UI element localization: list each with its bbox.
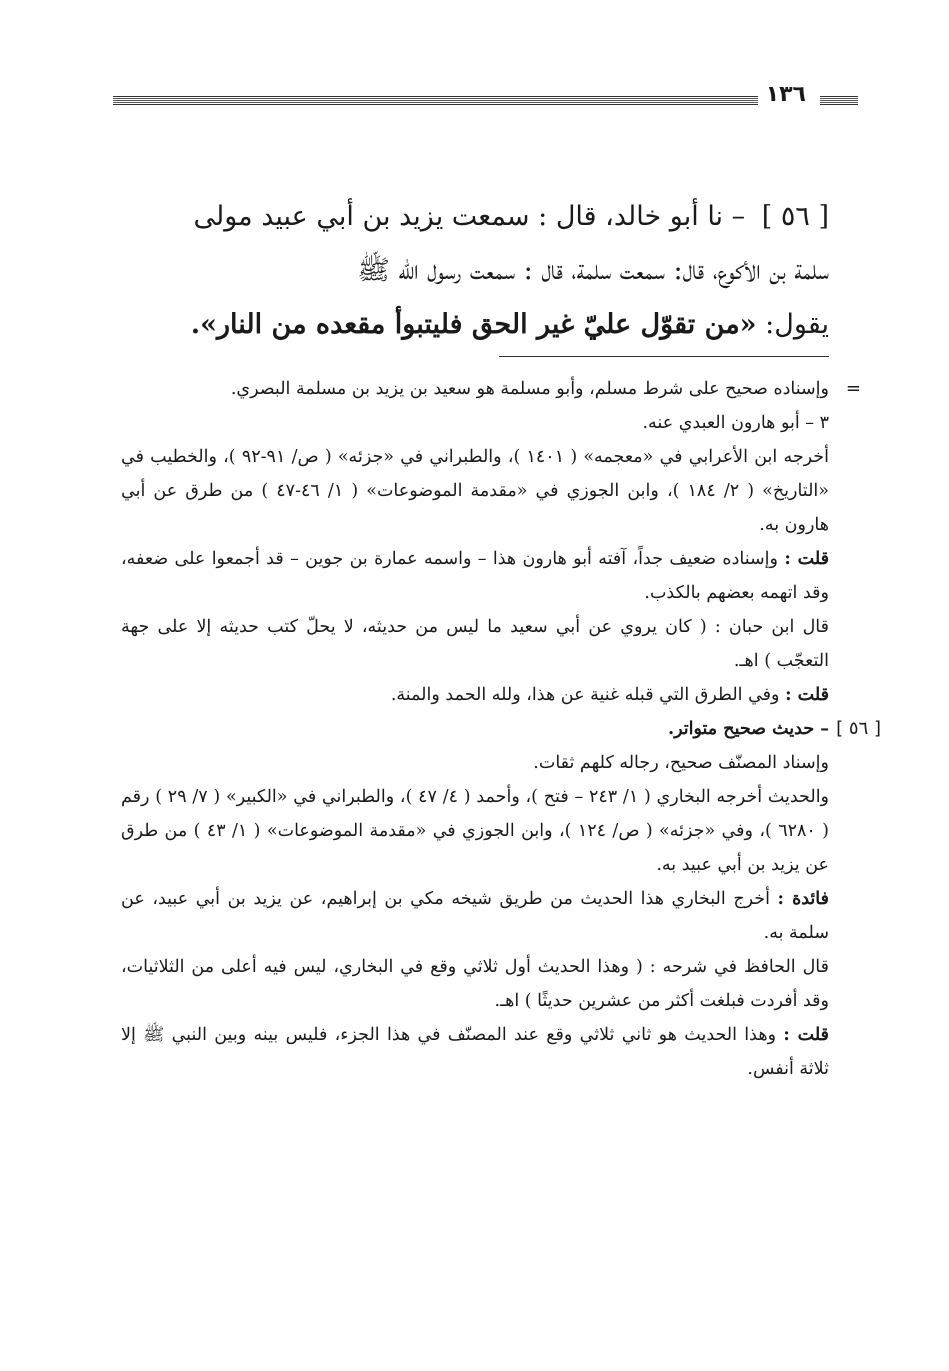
hadith-chain-1: – نا أبو خالد، قال : سمعت يزيد بن أبي عبيد مولى [193,201,746,232]
hadith-line-3 [119,298,829,352]
note-text: وفي الطرق التي قبله غنية عن هذا، ولله الحمد والمنة. [390,685,780,705]
qultu-label: قلت : [783,1025,829,1045]
continuation-marker: = [845,378,861,399]
note-reference-number: [ ٥٦ ] [836,718,881,739]
hadith-lead: يقول: [765,309,829,340]
note-paragraph: قال ابن حبان : ( كان يروي عن أبي سعيد ما ليس من حديثه، لا يحلّ كتب حديثه إلا على جهة التعجّب ) اهـ. [121,617,829,671]
note-text: أخرج البخاري هذا الحديث من طريق شيخه مكي بن إبراهيم، عن يزيد بن أبي عبيد، عن سلمة به. [121,889,829,943]
faida-label: فائدة : [777,889,829,909]
footnote-separator [499,356,829,357]
hadith-text [119,190,829,352]
note-paragraph [121,372,861,406]
note-paragraph [121,542,829,610]
note-paragraph [121,678,829,712]
commentary [121,372,881,1086]
note-text: وهذا الحديث هو ثاني ثلاثي وقع عند المصنّف في هذا الجزء، فليس بينه وبين النبي ﷺ إلا ثلاثة أنفس. [121,1025,829,1079]
hadith-quote: «من تقوّل عليّ غير الحق فليتبوأ مقعده من النار». [190,309,757,340]
note-paragraph: ٣ – أبو هارون العبدي عنه. [642,413,829,433]
note-paragraph: وإسناد المصنّف صحيح، رجاله كلهم ثقات. [533,753,829,773]
hadith-number: [ ٥٦ ] [761,201,829,232]
header-rule-long [113,96,758,105]
page-number: ١٣٦ [760,82,812,107]
note-text: وإسناده صحيح على شرط مسلم، وأبو مسلمة هو سعيد بن يزيد بن مسلمة البصري. [230,379,829,399]
hadith-line-1 [119,190,829,244]
qultu-label: قلت : [784,549,829,569]
note-paragraph [121,1018,829,1086]
hadith-line-2: سلمة بن الأكوع، قال: سمعت سلمة، قال : سمعت رسول الله ﷺ [357,255,829,286]
note-paragraph: أخرجه ابن الأعرابي في «معجمه» ( ١٤٠١ )، والطبراني في «جزئه» ( ص/ ٩١-٩٢ )، والخطيب في «التاريخ» ( ٢/ ١٨٤ )، وابن الجوزي في «مقدمة الموضوعات» ( ١/ ٤٦-٤٧ ) من طرق عن أبي هارون به. [121,447,829,535]
running-header [113,82,858,112]
note-text: وإسناده ضعيف جداً، آفته أبو هارون هذا – واسمه عمارة بن جوين – قد أجمعوا على ضعفه، وقد اتهمه بعضهم بالكذب. [121,549,829,603]
note-heading-paragraph [121,712,881,746]
header-rule-short [820,96,858,105]
qultu-label: قلت : [785,685,829,705]
note-paragraph [121,882,829,950]
note-paragraph: والحديث أخرجه البخاري ( ١/ ٢٤٣ – فتح )، وأحمد ( ٤/ ٤٧ )، والطبراني في «الكبير» ( ٧/ ٢٩ ) رقم ( ٦٢٨٠ )، وفي «جزئه» ( ص/ ١٢٤ )، وابن الجوزي في «مقدمة الموضوعات» ( ١/ ٤٣ ) من طرق عن يزيد بن أبي عبيد به. [121,787,830,875]
note-heading: – حديث صحيح متواتر. [668,719,829,739]
note-paragraph: قال الحافظ في شرحه : ( وهذا الحديث أول ثلاثي وقع في البخاري، ليس فيه أعلى من الثلاثيات، وقد أفردت فبلغت أكثر من عشرين حديثًا ) اهـ. [121,957,829,1011]
